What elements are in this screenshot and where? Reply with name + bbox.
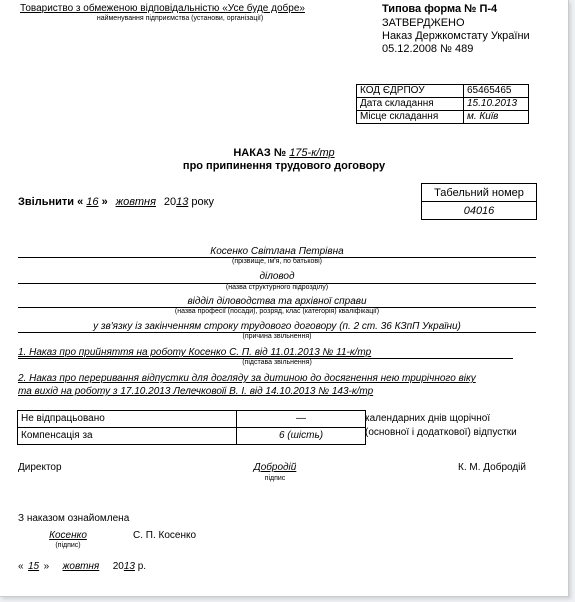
dismiss-line: [18, 196, 214, 208]
director-signature: Добродій: [253, 462, 297, 473]
acq-year: 13: [123, 561, 135, 572]
order-title-prefix: НАКАЗ №: [233, 147, 287, 159]
form-date-no: 05.12.2008 № 489: [382, 43, 474, 55]
vacation-note-2: (основної і додаткової) відпустки: [365, 427, 517, 438]
dismiss-label: Звільнити «: [18, 196, 84, 208]
employee-department: відділ діловодства та архівної справи: [187, 296, 367, 307]
employee-position: діловод: [259, 271, 295, 282]
vacation-table: [17, 410, 366, 445]
employee-department-caption: (назва професії (посади), розряд, клас (категорія) кваліфікації): [174, 308, 380, 315]
employee-name-caption: (прізвище, ім'я, по батькові): [232, 258, 322, 265]
vacation-label: Не відпрацьовано: [18, 411, 237, 428]
director-label: Директор: [18, 462, 62, 473]
dismiss-sep: »: [101, 196, 108, 208]
codes-row: [357, 98, 529, 111]
acq-suffix: р.: [137, 561, 147, 572]
vacation-row: [18, 428, 366, 445]
acquainted-label: З наказом ознайомлена: [18, 513, 130, 524]
dismiss-day: 16: [86, 196, 99, 208]
codes-label: Місце складання: [357, 111, 464, 124]
acquainted-signature: Косенко: [49, 530, 87, 541]
acq-quote-open: «: [18, 561, 24, 572]
codes-row: [357, 111, 529, 124]
tabel-label: Табельний номер: [422, 184, 537, 202]
basis-2-line1: 2. Наказ про переривання відпустки для догляду за дитиною до досягнення нею трирічного віку: [18, 373, 476, 384]
basis-1: 1. Наказ про прийняття на роботу Косенко С. П. від 11.01.2013 № 11-к/тр: [18, 347, 372, 358]
acq-day: 15: [28, 561, 40, 572]
basis-caption: (підстава звільнення): [242, 359, 312, 366]
codes-label: КОД ЄДРПОУ: [357, 85, 464, 98]
form-order: Наказ Держкомстату України: [382, 30, 530, 42]
acquainted-sign-caption: (підпис): [55, 542, 81, 549]
dismiss-month: жовтня: [115, 196, 156, 208]
acq-month: жовтня: [62, 561, 100, 572]
codes-value: 15.10.2013: [464, 98, 529, 111]
employee-position-caption: (назва структурного підрозділу): [225, 284, 329, 291]
vacation-note-1: календарних днів щорічної: [365, 413, 491, 424]
acq-year-prefix: 20: [112, 561, 124, 572]
vacation-value: —: [237, 411, 366, 428]
codes-value: 65465465: [464, 85, 529, 98]
acquainted-name: С. П. Косенко: [133, 530, 197, 541]
employee-name: Косенко Світлана Петрівна: [210, 246, 344, 257]
director-sign-caption: підпис: [264, 475, 286, 482]
codes-row: [357, 85, 529, 98]
dismiss-year: 13: [176, 196, 189, 208]
vacation-label: Компенсація за: [18, 428, 237, 445]
form-approved: ЗАТВЕРДЖЕНО: [382, 17, 465, 29]
codes-label: Дата складання: [357, 98, 464, 111]
order-title: [0, 147, 568, 159]
acquainted-date: [18, 561, 146, 572]
director-name: К. М. Добродій: [458, 462, 526, 473]
acq-quote-close: »: [43, 561, 50, 572]
vacation-row: [18, 411, 366, 428]
order-subtitle: про припинення трудового договору: [182, 160, 386, 172]
codes-value: м. Київ: [464, 111, 529, 124]
org-caption: найменування підприємства (установи, організації): [96, 15, 264, 22]
org-name: [20, 3, 305, 14]
dismissal-reason-caption: (причина звільнення): [242, 333, 312, 340]
order-number: 175-к/тр: [289, 147, 335, 159]
dismiss-suffix: року: [191, 196, 215, 208]
org-name-text: Товариство з обмеженою відповідальністю «Усе буде добре»: [20, 3, 305, 14]
dismissal-reason: у зв'язку із закінченням строку трудового договору (п. 2 ст. 36 КЗпП України): [93, 321, 461, 332]
basis-2-line2: та вихід на роботу з 17.10.2013 Лелечковоїі В. І. від 14.10.2013 № 143-к/тр: [18, 386, 374, 397]
tabel-box: [421, 183, 537, 220]
codes-table: [356, 84, 529, 124]
form-title: Типова форма № П-4: [382, 3, 498, 15]
vacation-value: 6 (шість): [237, 428, 366, 445]
dismiss-year-prefix: 20: [163, 196, 177, 208]
tabel-value: 04016: [422, 202, 537, 220]
